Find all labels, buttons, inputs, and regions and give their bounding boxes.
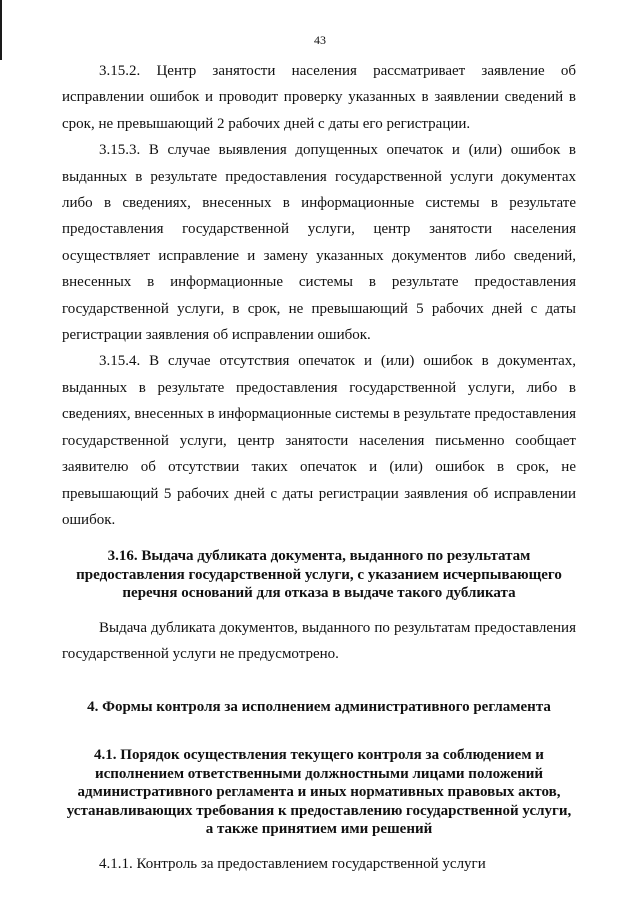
paragraph-4-1-1: 4.1.1. Контроль за предоставлением государственной услуги [99, 855, 486, 872]
heading-line: а также принятием ими решений [205, 821, 433, 838]
paragraph-3-15-4: 3.15.4. В случае отсутствия опечаток и (или) ошибок в документах, выданных в результате предоставления государственной услуги, либо в сведениях, внесенных в информационные системы в результате предоставления государственной услуги, центр занятости населения письменно сообщает заявителю об отсутствии таких опечаток и (или) ошибок в срок, не превышающий 5 рабочих дней с даты регистрации заявления об исправлении ошибок. [62, 353, 576, 528]
heading-line: 4.1. Порядок осуществления текущего контроля за соблюдением и [94, 747, 544, 764]
heading-line: предоставления государственной услуги, с указанием исчерпывающего [76, 566, 562, 583]
heading-line: перечня оснований для отказа в выдаче такого дубликата [122, 585, 516, 602]
document-body [62, 58, 576, 877]
section-heading-3-16 [62, 547, 576, 603]
heading-line: 3.16. Выдача дубликата документа, выданного по результатам [107, 548, 531, 565]
paragraph-duplicate-issuance: Выдача дубликата документов, выданного по результатам предоставления государственной услуги не предусмотрено. [62, 619, 576, 663]
page-number: 43 [314, 33, 326, 47]
paragraph-3-15-3: 3.15.3. В случае выявления допущенных опечаток и (или) ошибок в выданных в результате предоставления государственной услуги документах либо в сведениях, внесенных в информационные системы в результате предоставления государственной услуги, центр занятости населения осуществляет исправление и замену указанных документов либо сведений, внесенных в информационные системы в результате предоставления государственной услуги, в срок, не превышающий 5 рабочих дней с даты регистрации заявления об исправлении ошибок. [62, 142, 576, 344]
paragraph-3-15-2: 3.15.2. Центр занятости населения рассматривает заявление об исправлении ошибок и проводит проверку указанных в заявлении сведений в срок, не превышающий 2 рабочих дней с даты его регистрации. [62, 63, 576, 132]
heading-line: исполнением ответственными должностными лицами положений [94, 765, 544, 782]
heading-line: административного регламента и иных нормативных правовых актов, [77, 784, 561, 801]
heading-line: устанавливающих требования к предоставлению государственной услуги, [66, 802, 572, 819]
scan-edge-line [0, 0, 2, 60]
section-heading-4: 4. Формы контроля за исполнением административного регламента [87, 698, 551, 715]
section-heading-4-1 [62, 746, 576, 839]
